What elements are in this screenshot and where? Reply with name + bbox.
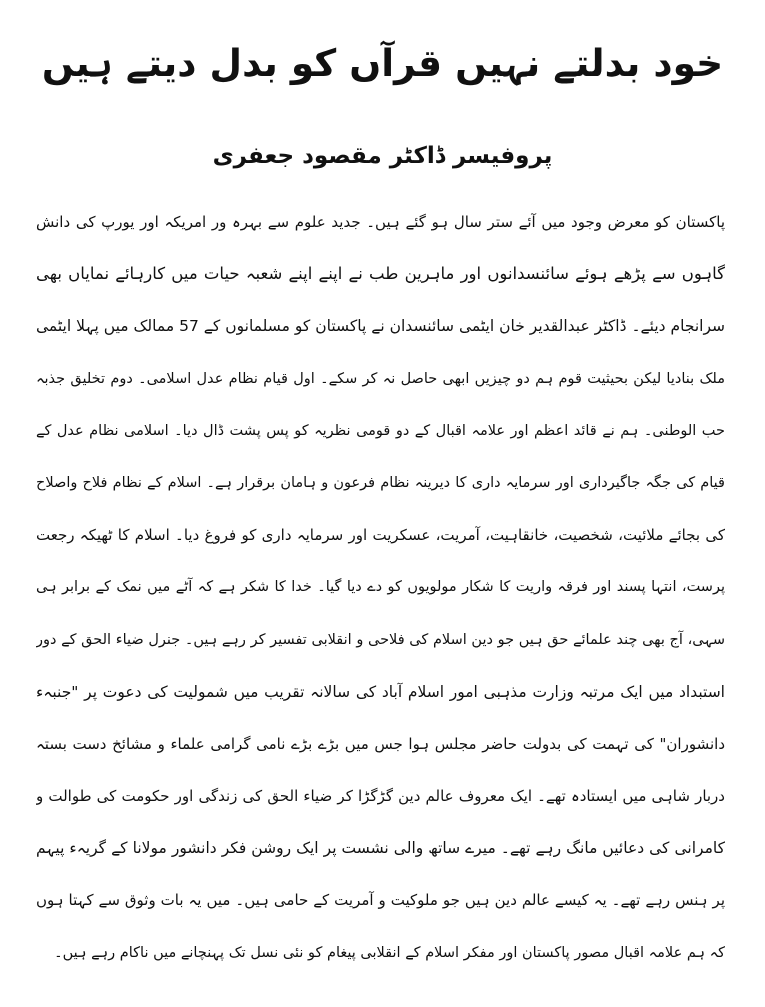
article-title: خود بدلتے نہیں قرآں کو بدل دیتے ہیں [41, 41, 724, 85]
body-line: ملک بنادیا لیکن بحیثیت قوم ہم دو چیزیں ابھی حاصل نہ کر سکے۔ اول قیام نظام عدل اسلامی۔ دوم تخلیق جذبہ [36, 370, 725, 387]
body-line: سہی، آج بھی چند علمائے حق ہیں جو دین اسلام کی فلاحی و انقلابی تفسیر کر رہے ہیں۔ جنرل ضیاء الحق کے دور [36, 631, 725, 648]
body-line: قیام کی جگہ جاگیرداری اور سرمایہ داری کا دیرینہ نظام فرعون و ہامان برقرار ہے۔ اسلام کے نظام فلاح واصلاح [36, 474, 725, 491]
body-line: کہ ہم علامہ اقبال مصور پاکستان اور مفکر اسلام کے انقلابی پیغام کو نئی نسل تک پہنچانے میں ناکام رہے ہیں۔ [54, 944, 725, 961]
article-body [36, 196, 725, 979]
body-line: گاہوں سے پڑھے ہوئے سائنسدانوں اور ماہرین طب نے اپنے اپنے شعبہ حیات میں کارہائے نمایاں بھی [36, 264, 725, 284]
body-line: پرست، انتہا پسند اور فرقہ واریت کا شکار مولویوں کو دے دیا گیا۔ خدا کا شکر ہے کہ آٹے میں نمک کے برابر ہی [36, 579, 725, 596]
article-author: پروفیسر ڈاکٹر مقصود جعفری [212, 143, 553, 169]
body-line: پر ہنس رہے تھے۔ یہ کیسے عالم دین ہیں جو ملوکیت و آمریت کے حامی ہیں۔ میں یہ بات وثوق سے کہتا ہوں [36, 891, 725, 910]
body-line: کامرانی کی دعائیں مانگ رہے تھے۔ میرے ساتھ والی نشست پر ایک روشن فکر دانشور مولانا کے گریہء پیہم [36, 839, 725, 858]
body-line: پاکستان کو معرض وجود میں آئے ستر سال ہو گئے ہیں۔ جدید علوم سے بہرہ ور امریکہ اور یورپ کی دانش [36, 213, 725, 231]
body-line: دانشوران" کی تہمت کی بدولت حاضر مجلس ہوا جس میں بڑے بڑے نامی گرامی علماء و مشائخ دست بستہ [36, 734, 725, 753]
body-line: کی بجائے ملائیت، شخصیت، خانقاہیت، آمریت، عسکریت اور سرمایہ داری کو فروغ دیا۔ اسلام کا ٹھیکہ رجعت [36, 526, 725, 545]
body-line: سرانجام دیئے۔ ڈاکٹر عبدالقدیر خان ایٹمی سائنسدان نے پاکستان کو مسلمانوں کے 57 ممالک میں پہلا ایٹمی [36, 317, 725, 336]
body-line: استبداد میں ایک مرتبہ وزارت مذہبی امور اسلام آباد کی سالانہ تقریب میں شمولیت کی دعوت پر "جنبہء [36, 682, 725, 701]
body-line: حب الوطنی۔ ہم نے قائد اعظم اور علامہ اقبال کے دو قومی نظریہ کو پس پشت ڈال دیا۔ اسلامی نظام عدل کے [36, 422, 725, 439]
body-line: دربار شاہی میں ایستادہ تھے۔ ایک معروف عالم دین گڑگڑا کر ضیاء الحق کی زندگی اور حکومت کی طوالت و [36, 787, 725, 806]
